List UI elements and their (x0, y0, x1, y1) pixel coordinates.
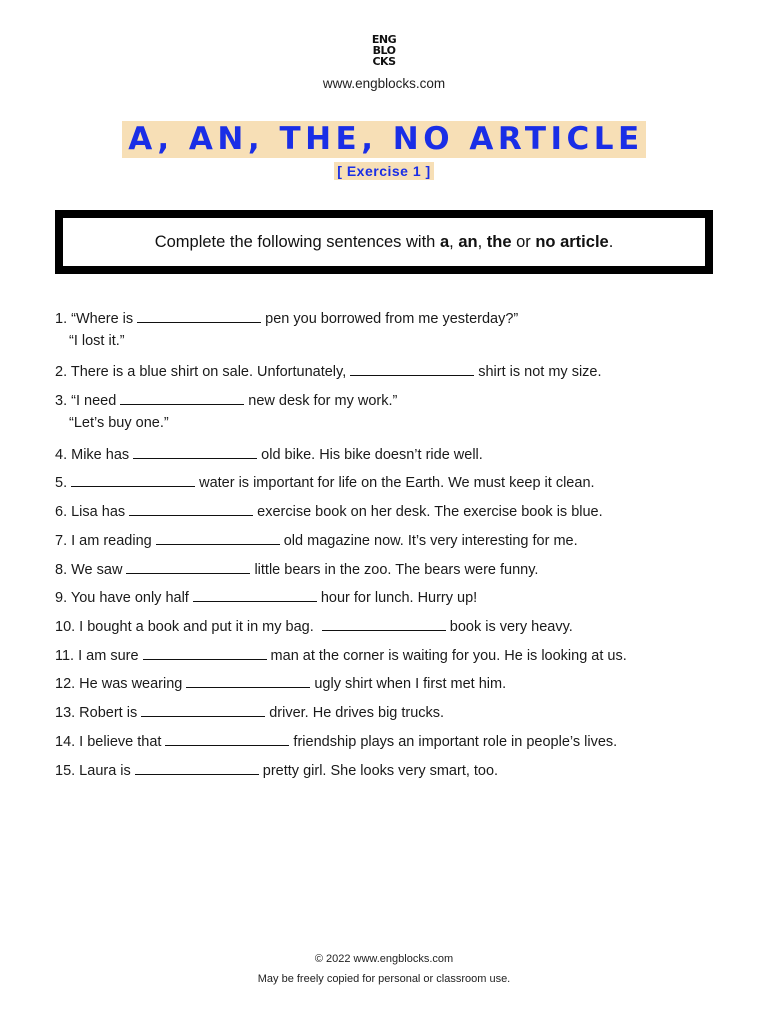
logo-line-3: CKS (372, 55, 396, 68)
question-7 (55, 530, 578, 550)
option-the: the (486, 232, 512, 251)
question-3-reply: “Let’s buy one.” (69, 415, 169, 431)
question-text: exercise book on her desk. The exercise book is blue. (257, 504, 603, 520)
footer-license: May be freely copied for personal or classroom use. (257, 973, 511, 985)
question-text: 6. Lisa has (55, 504, 126, 520)
question-text: 8. We saw (55, 562, 123, 578)
answer-blank[interactable] (350, 361, 474, 376)
answer-blank[interactable] (141, 702, 265, 717)
answer-blank[interactable] (165, 731, 289, 746)
question-1-reply: “I lost it.” (69, 333, 125, 349)
question-8 (55, 559, 538, 579)
question-9 (55, 587, 477, 607)
question-text: book is very heavy. (449, 619, 573, 635)
question-text: 3. “I need (55, 393, 117, 409)
question-4 (55, 444, 483, 464)
question-6 (55, 501, 603, 521)
question-10 (55, 616, 573, 636)
instruction-sep: , (477, 232, 487, 251)
instruction-sep: , (449, 232, 459, 251)
footer-copyright: © 2022 www.engblocks.com (314, 953, 454, 965)
instruction-text (155, 233, 614, 252)
option-an: an (458, 232, 478, 251)
question-text: 14. I believe that (55, 734, 162, 750)
answer-blank[interactable] (71, 472, 195, 487)
logo-line-1: ENG (371, 33, 397, 46)
question-12 (55, 673, 506, 693)
question-text: ugly shirt when I first met him. (314, 676, 507, 692)
question-text: 12. He was wearing (55, 676, 183, 692)
answer-blank[interactable] (156, 530, 280, 545)
question-3 (55, 390, 397, 410)
question-15 (55, 760, 498, 780)
question-text: 13. Robert is (55, 705, 138, 721)
question-1 (55, 308, 518, 328)
question-text: pretty girl. She looks very smart, too. (262, 763, 499, 779)
option-no-article: no article (535, 232, 609, 251)
question-text: 15. Laura is (55, 763, 131, 779)
question-text: pen you borrowed from me yesterday?” (265, 311, 519, 327)
answer-blank[interactable] (120, 390, 244, 405)
answer-blank[interactable] (129, 501, 253, 516)
instruction-box (55, 210, 713, 274)
question-11 (55, 645, 627, 665)
worksheet-title: A, AN, THE, NO ARTICLE (122, 121, 645, 158)
question-text: 5. (55, 475, 68, 491)
instruction-prefix: Complete the following sentences with (154, 232, 440, 251)
question-text: 9. You have only half (55, 590, 189, 606)
answer-blank[interactable] (143, 645, 267, 660)
instruction-suffix: . (608, 232, 614, 251)
question-text: driver. He drives big trucks. (269, 705, 445, 721)
question-text: old magazine now. It’s very interesting for me. (283, 533, 578, 549)
answer-blank[interactable] (186, 673, 310, 688)
question-text: new desk for my work.” (248, 393, 398, 409)
subtitle-wrap (0, 162, 768, 181)
question-text: hour for lunch. Hurry up! (320, 590, 478, 606)
option-a: a (439, 232, 450, 251)
site-url: www.engblocks.com (322, 76, 446, 91)
question-text: 2. There is a blue shirt on sale. Unfortunately, (55, 364, 347, 380)
question-text: friendship plays an important role in people’s lives. (293, 734, 618, 750)
answer-blank[interactable] (126, 559, 250, 574)
question-text: 10. I bought a book and put it in my bag. (55, 619, 314, 635)
question-text: 4. Mike has (55, 447, 130, 463)
question-13 (55, 702, 444, 722)
answer-blank[interactable] (193, 587, 317, 602)
question-text: water is important for life on the Earth. We must keep it clean. (199, 475, 595, 491)
question-text: 1. “Where is (55, 311, 134, 327)
logo-line-2: BLO (372, 44, 396, 57)
question-2 (55, 361, 602, 381)
question-5 (55, 472, 595, 492)
question-text: old bike. His bike doesn’t ride well. (261, 447, 483, 463)
question-text: 7. I am reading (55, 533, 152, 549)
question-text: little bears in the zoo. The bears were funny. (254, 562, 539, 578)
question-text: shirt is not my size. (478, 364, 602, 380)
answer-blank[interactable] (135, 760, 259, 775)
answer-blank[interactable] (133, 444, 257, 459)
exercise-label: [ Exercise 1 ] (334, 162, 433, 180)
title-wrap (0, 121, 768, 158)
instruction-sep: or (511, 232, 536, 251)
question-text: 11. I am sure (55, 648, 139, 664)
question-14 (55, 731, 617, 751)
answer-blank[interactable] (322, 616, 446, 631)
question-text: man at the corner is waiting for you. He is looking at us. (270, 648, 627, 664)
engblocks-logo (366, 34, 402, 67)
answer-blank[interactable] (137, 308, 261, 323)
